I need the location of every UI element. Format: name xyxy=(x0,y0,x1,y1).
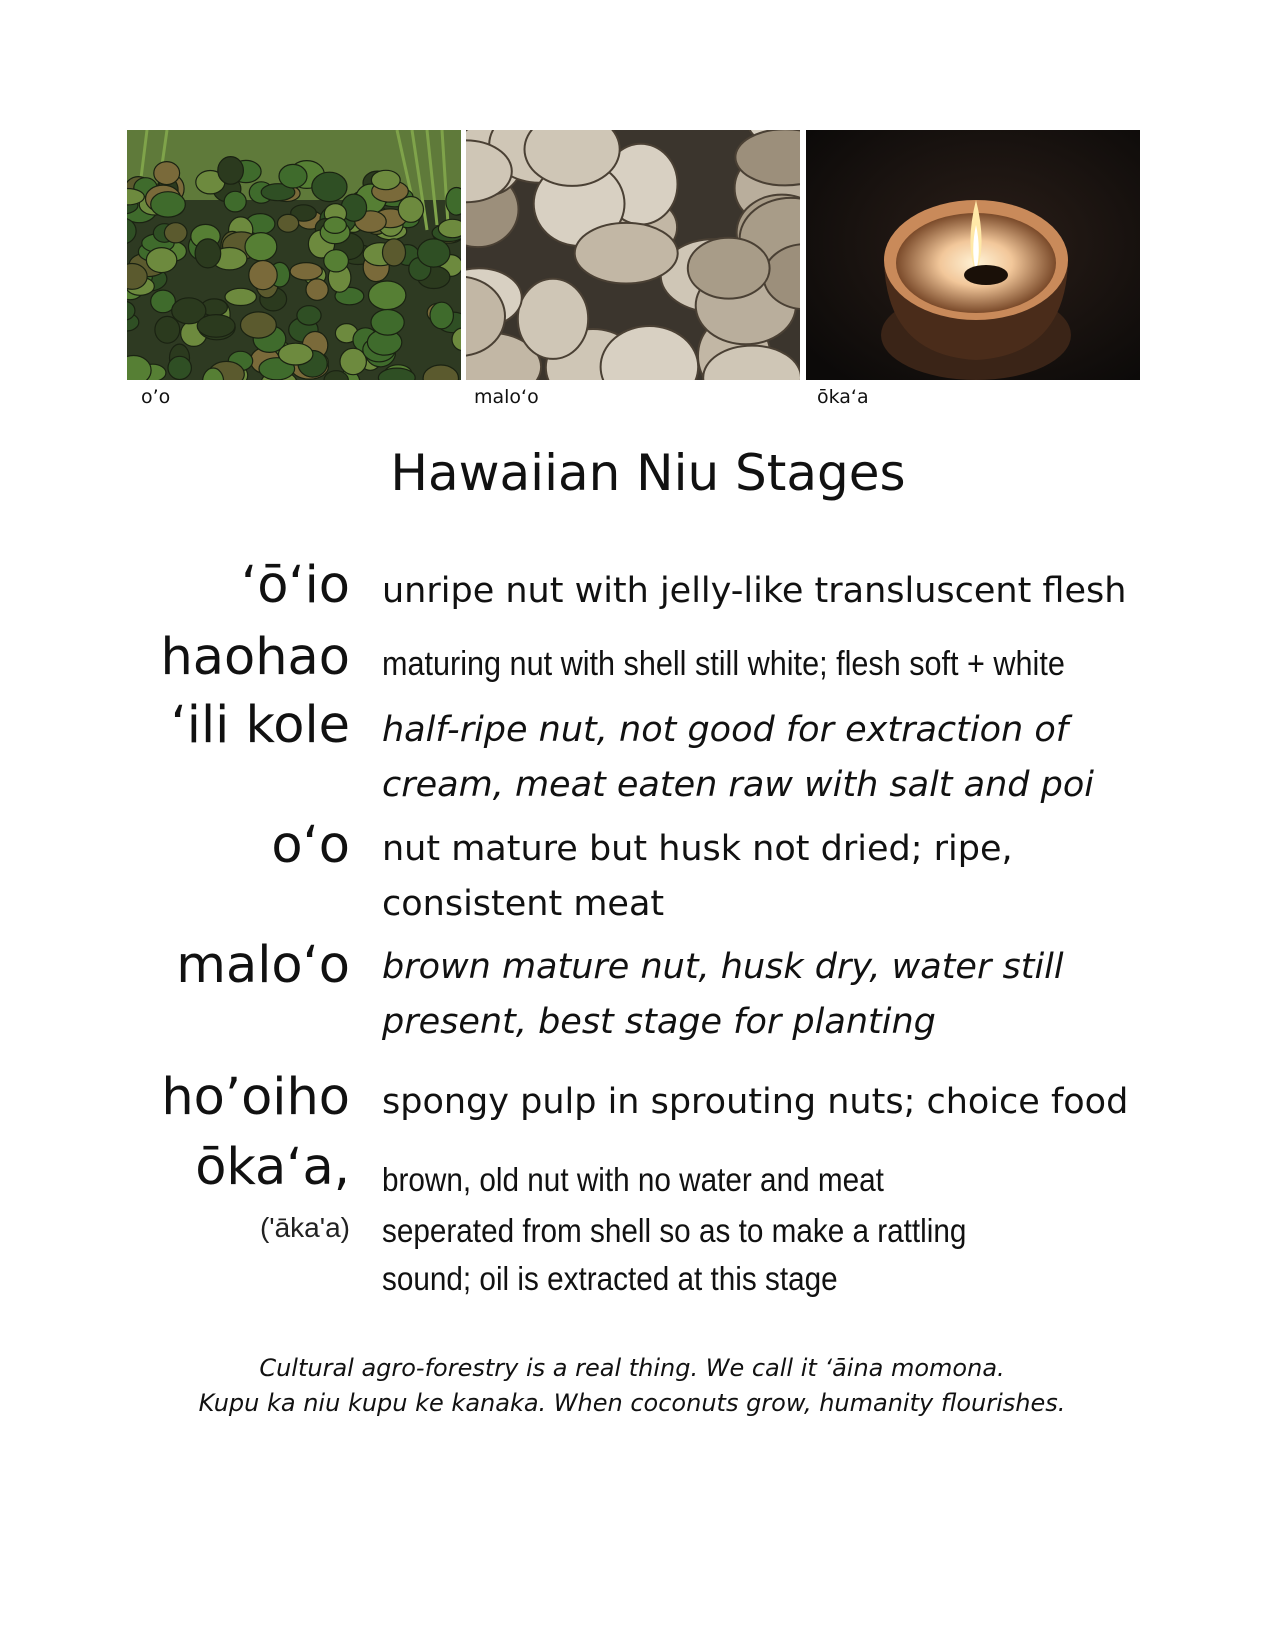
definition-line: sound; oil is extracted at this stage xyxy=(382,1260,838,1297)
stage-definition xyxy=(382,822,1122,932)
definition-line: spongy pulp in sprouting nuts; choice food xyxy=(382,1082,1129,1122)
photo-green-coconuts xyxy=(127,130,461,380)
definition-line: maturing nut with shell still white; flesh soft + white xyxy=(382,645,1065,683)
definition-line: consistent meat xyxy=(382,884,665,924)
stage-term-alternate: ('āka'a) xyxy=(259,1212,350,1243)
photo-caption: o’o xyxy=(141,386,171,408)
stage-term: ‘ili kole xyxy=(170,696,350,755)
stage-term: ho’oiho xyxy=(161,1068,350,1127)
stage-term: o‘o xyxy=(271,816,350,875)
stage-definition xyxy=(382,1152,1048,1304)
footer-line: Kupu ka niu kupu ke kanaka. When coconuts grow, humanity flourishes. xyxy=(198,1389,1066,1417)
definition-line: seperated from shell so as to make a rattling xyxy=(382,1212,967,1249)
page-title: Hawaiian Niu Stages xyxy=(390,444,906,502)
definition-line: half-ripe nut, not good for extraction of xyxy=(382,710,1069,750)
definition-line: nut mature but husk not dried; ripe, xyxy=(382,829,1013,869)
photo-dry-coconuts xyxy=(466,130,800,380)
photo-caption: malo‘o xyxy=(474,386,539,408)
stage-definition xyxy=(382,703,1122,813)
stage-term: malo‘o xyxy=(176,936,350,995)
stage-definition xyxy=(382,641,1065,688)
pile-of-dry-brown-coconuts-icon xyxy=(466,130,800,380)
photo-coconut-candle xyxy=(806,130,1140,380)
definition-line: brown, old nut with no water and meat xyxy=(382,1161,884,1198)
coconut-shell-candle-icon xyxy=(806,130,1140,380)
pile-of-green-coconuts-icon xyxy=(127,130,461,380)
stage-term: ‘ō‘io xyxy=(241,556,350,615)
stage-definition xyxy=(382,564,1127,619)
footer-line: Cultural agro-forestry is a real thing. We call it ‘āina momona. xyxy=(259,1354,1005,1382)
definition-line: present, best stage for planting xyxy=(382,1002,936,1042)
stage-definition xyxy=(382,940,1122,1050)
stage-definition xyxy=(382,1075,1129,1130)
definition-line: brown mature nut, husk dry, water still xyxy=(382,947,1064,987)
stage-term: haohao xyxy=(160,628,350,687)
photo-caption: ōka‘a xyxy=(817,386,869,408)
definition-line: cream, meat eaten raw with salt and poi xyxy=(382,765,1094,805)
stage-term: ōka‘a, xyxy=(195,1138,350,1197)
definition-line: unripe nut with jelly-like transluscent flesh xyxy=(382,571,1127,611)
